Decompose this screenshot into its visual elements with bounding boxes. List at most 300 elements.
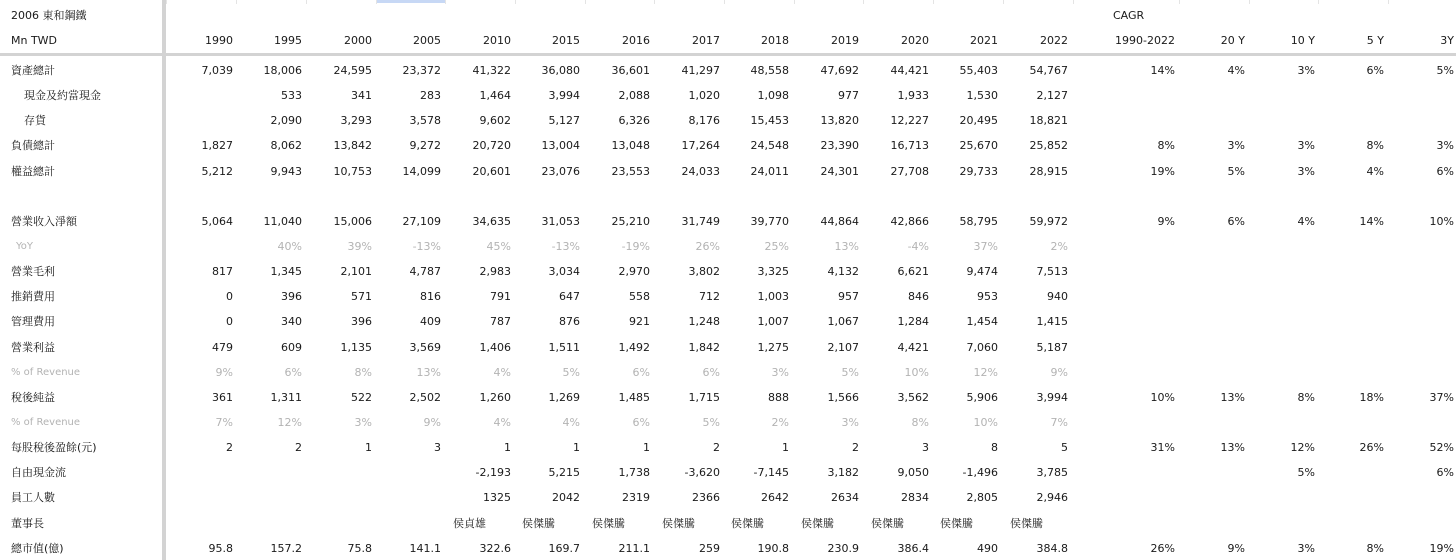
data-cell[interactable]: 940 — [1047, 290, 1068, 303]
data-cell[interactable]: 25,852 — [1029, 139, 1068, 152]
data-cell[interactable]: 15,006 — [333, 215, 372, 228]
frozen-column-divider[interactable] — [162, 0, 166, 560]
data-cell[interactable]: 1,260 — [479, 391, 511, 404]
data-cell[interactable]: 9,943 — [270, 165, 302, 178]
data-cell[interactable]: 47,692 — [820, 64, 859, 77]
cagr-header[interactable]: CAGR — [1113, 9, 1145, 22]
sheet-title[interactable]: 2006 東和鋼鐵 — [11, 9, 87, 22]
data-cell[interactable]: 1,311 — [270, 391, 302, 404]
data-cell[interactable]: 3,325 — [757, 265, 789, 278]
data-cell[interactable]: 259 — [699, 542, 720, 555]
data-cell[interactable]: 2,107 — [827, 341, 859, 354]
cagr-cell[interactable]: 31% — [1150, 441, 1175, 454]
data-cell[interactable]: -7,145 — [753, 466, 789, 479]
data-cell[interactable]: 23,390 — [820, 139, 859, 152]
data-cell[interactable]: -13% — [551, 240, 580, 253]
row-label[interactable]: 資產總計 — [11, 64, 55, 77]
data-cell[interactable]: 712 — [699, 290, 720, 303]
data-cell[interactable]: 1,454 — [966, 315, 998, 328]
data-cell[interactable]: 2% — [1050, 240, 1068, 253]
data-cell[interactable]: 340 — [281, 315, 302, 328]
data-cell[interactable]: 791 — [490, 290, 511, 303]
data-cell[interactable]: 1,842 — [688, 341, 720, 354]
cagr-cell[interactable]: 3% — [1297, 165, 1315, 178]
data-cell[interactable]: 31,053 — [541, 215, 580, 228]
cagr-cell[interactable]: 8% — [1157, 139, 1175, 152]
cagr-cell[interactable]: 6% — [1366, 64, 1384, 77]
cagr-cell[interactable]: 3% — [1297, 542, 1315, 555]
data-cell[interactable]: 24,033 — [681, 165, 720, 178]
data-cell[interactable]: 846 — [908, 290, 929, 303]
cagr-cell[interactable]: 13% — [1220, 441, 1245, 454]
data-cell[interactable]: 14,099 — [402, 165, 441, 178]
data-cell[interactable]: 1 — [365, 441, 372, 454]
data-cell[interactable]: 25,210 — [611, 215, 650, 228]
data-cell[interactable]: 3% — [771, 366, 789, 379]
data-cell[interactable]: 409 — [420, 315, 441, 328]
data-cell[interactable]: 1,007 — [757, 315, 789, 328]
row-label[interactable]: 權益總計 — [11, 165, 55, 178]
cagr-cell[interactable]: 8% — [1297, 391, 1315, 404]
cagr-cell[interactable]: 10% — [1429, 215, 1454, 228]
cagr-cell[interactable]: 12% — [1290, 441, 1315, 454]
data-cell[interactable]: 211.1 — [618, 542, 650, 555]
year-header[interactable]: 2019 — [831, 34, 859, 47]
row-label[interactable]: % of Revenue — [11, 417, 81, 428]
data-cell[interactable]: 141.1 — [409, 542, 441, 555]
data-cell[interactable]: 23,553 — [611, 165, 650, 178]
data-cell[interactable]: 2,502 — [409, 391, 441, 404]
data-cell[interactable]: 479 — [212, 341, 233, 354]
cagr-cell[interactable]: 4% — [1366, 165, 1384, 178]
data-cell[interactable]: 322.6 — [479, 542, 511, 555]
data-cell[interactable]: 9% — [215, 366, 233, 379]
data-cell[interactable]: 1,738 — [618, 466, 650, 479]
data-cell[interactable]: 1 — [782, 441, 789, 454]
data-cell[interactable]: 13,004 — [541, 139, 580, 152]
row-label[interactable]: YoY — [16, 241, 34, 252]
data-cell[interactable]: 44,864 — [820, 215, 859, 228]
row-label[interactable]: 營業收入淨額 — [11, 215, 77, 228]
data-cell[interactable]: 816 — [420, 290, 441, 303]
data-cell[interactable]: 9% — [1050, 366, 1068, 379]
data-cell[interactable]: 2319 — [622, 491, 650, 504]
data-cell[interactable]: 5,064 — [201, 215, 233, 228]
data-cell[interactable]: 1,248 — [688, 315, 720, 328]
data-cell[interactable]: 1,827 — [201, 139, 233, 152]
year-header[interactable]: 2021 — [970, 34, 998, 47]
data-cell[interactable]: 25,670 — [959, 139, 998, 152]
data-cell[interactable]: 11,040 — [263, 215, 302, 228]
cagr-cell[interactable]: 5% — [1297, 466, 1315, 479]
data-cell[interactable]: 侯傑騰 — [801, 517, 834, 530]
row-label[interactable]: 自由現金流 — [11, 466, 66, 479]
data-cell[interactable]: 23,076 — [541, 165, 580, 178]
data-cell[interactable]: 2042 — [552, 491, 580, 504]
data-cell[interactable]: 55,403 — [959, 64, 998, 77]
data-cell[interactable]: 3,182 — [827, 466, 859, 479]
data-cell[interactable]: 8,062 — [270, 139, 302, 152]
data-cell[interactable]: 4% — [493, 366, 511, 379]
data-cell[interactable]: 13,048 — [611, 139, 650, 152]
data-cell[interactable]: 384.8 — [1036, 542, 1068, 555]
data-cell[interactable]: 647 — [559, 290, 580, 303]
data-cell[interactable]: 10,753 — [333, 165, 372, 178]
cagr-cell[interactable]: 26% — [1359, 441, 1384, 454]
data-cell[interactable]: 5,906 — [966, 391, 998, 404]
data-cell[interactable]: 20,495 — [959, 114, 998, 127]
row-label[interactable]: 管理費用 — [11, 315, 55, 328]
data-cell[interactable]: 3,994 — [548, 89, 580, 102]
cagr-column-header[interactable]: 5 Y — [1366, 34, 1384, 47]
year-header[interactable]: 2018 — [761, 34, 789, 47]
data-cell[interactable]: -2,193 — [475, 466, 511, 479]
data-cell[interactable]: 888 — [768, 391, 789, 404]
data-cell[interactable]: 41,297 — [681, 64, 720, 77]
cagr-cell[interactable]: 19% — [1150, 165, 1175, 178]
data-cell[interactable]: 13% — [834, 240, 859, 253]
data-cell[interactable]: 1,492 — [618, 341, 650, 354]
cagr-cell[interactable]: 18% — [1359, 391, 1384, 404]
data-cell[interactable]: 23,372 — [402, 64, 441, 77]
data-cell[interactable]: 13% — [416, 366, 441, 379]
data-cell[interactable]: 20,601 — [472, 165, 511, 178]
cagr-column-header[interactable]: 20 Y — [1220, 34, 1245, 47]
data-cell[interactable]: 522 — [351, 391, 372, 404]
data-cell[interactable]: 1 — [643, 441, 650, 454]
cagr-cell[interactable]: 13% — [1220, 391, 1245, 404]
data-cell[interactable]: 侯傑騰 — [522, 517, 555, 530]
data-cell[interactable]: 6% — [632, 366, 650, 379]
data-cell[interactable]: 5,127 — [548, 114, 580, 127]
data-cell[interactable]: 侯貞雄 — [453, 517, 486, 530]
data-cell[interactable]: 6% — [632, 416, 650, 429]
row-label[interactable]: 現金及約當現金 — [24, 89, 101, 102]
data-cell[interactable]: 1 — [504, 441, 511, 454]
year-header[interactable]: 2022 — [1040, 34, 1068, 47]
cagr-cell[interactable]: 4% — [1227, 64, 1245, 77]
data-cell[interactable]: 1,485 — [618, 391, 650, 404]
cagr-cell[interactable]: 3% — [1297, 139, 1315, 152]
data-cell[interactable]: 2642 — [761, 491, 789, 504]
data-cell[interactable]: 3,293 — [340, 114, 372, 127]
data-cell[interactable]: 41,322 — [472, 64, 511, 77]
data-cell[interactable]: 7,039 — [201, 64, 233, 77]
data-cell[interactable]: 396 — [281, 290, 302, 303]
year-header[interactable]: 2005 — [413, 34, 441, 47]
data-cell[interactable]: 876 — [559, 315, 580, 328]
cagr-cell[interactable]: 10% — [1150, 391, 1175, 404]
data-cell[interactable]: 25% — [764, 240, 789, 253]
data-cell[interactable]: 36,080 — [541, 64, 580, 77]
data-cell[interactable]: 1,511 — [548, 341, 580, 354]
data-cell[interactable]: 6% — [284, 366, 302, 379]
data-cell[interactable]: 10% — [904, 366, 929, 379]
data-cell[interactable]: 24,548 — [750, 139, 789, 152]
cagr-cell[interactable]: 8% — [1366, 542, 1384, 555]
data-cell[interactable]: 1,275 — [757, 341, 789, 354]
data-cell[interactable]: 5,212 — [201, 165, 233, 178]
data-cell[interactable]: 12% — [973, 366, 998, 379]
year-header[interactable]: 2010 — [483, 34, 511, 47]
row-label[interactable]: 每股稅後盈餘(元) — [11, 441, 97, 454]
data-cell[interactable]: 2366 — [692, 491, 720, 504]
data-cell[interactable]: 2634 — [831, 491, 859, 504]
year-header[interactable]: 1995 — [274, 34, 302, 47]
data-cell[interactable]: 3% — [841, 416, 859, 429]
data-cell[interactable]: 1,933 — [897, 89, 929, 102]
data-cell[interactable]: 3,578 — [409, 114, 441, 127]
data-cell[interactable]: 4,421 — [897, 341, 929, 354]
data-cell[interactable]: 58,795 — [959, 215, 998, 228]
data-cell[interactable]: 157.2 — [270, 542, 302, 555]
data-cell[interactable]: 42,866 — [890, 215, 929, 228]
data-cell[interactable]: 26% — [695, 240, 720, 253]
cagr-cell[interactable]: 26% — [1150, 542, 1175, 555]
data-cell[interactable]: 2 — [226, 441, 233, 454]
data-cell[interactable]: 17,264 — [681, 139, 720, 152]
data-cell[interactable]: 13,820 — [820, 114, 859, 127]
data-cell[interactable]: 2,090 — [270, 114, 302, 127]
frozen-row-divider[interactable] — [0, 53, 1456, 56]
data-cell[interactable]: 1,715 — [688, 391, 720, 404]
data-cell[interactable]: 28,915 — [1029, 165, 1068, 178]
data-cell[interactable]: 2,946 — [1036, 491, 1068, 504]
data-cell[interactable]: 10% — [973, 416, 998, 429]
data-cell[interactable]: 558 — [629, 290, 650, 303]
data-cell[interactable]: 4% — [493, 416, 511, 429]
data-cell[interactable]: 1,135 — [340, 341, 372, 354]
data-cell[interactable]: 490 — [977, 542, 998, 555]
data-cell[interactable]: 1,269 — [548, 391, 580, 404]
data-cell[interactable]: 24,011 — [750, 165, 789, 178]
data-cell[interactable]: 24,301 — [820, 165, 859, 178]
data-cell[interactable]: 39,770 — [750, 215, 789, 228]
data-cell[interactable]: 921 — [629, 315, 650, 328]
cagr-cell[interactable]: 3% — [1227, 139, 1245, 152]
cagr-column-header[interactable]: 1990-2022 — [1115, 34, 1175, 47]
data-cell[interactable]: 3,785 — [1036, 466, 1068, 479]
data-cell[interactable]: 361 — [212, 391, 233, 404]
data-cell[interactable]: 1325 — [483, 491, 511, 504]
data-cell[interactable]: 283 — [420, 89, 441, 102]
row-label[interactable]: 員工人數 — [11, 491, 55, 504]
data-cell[interactable]: 1,415 — [1036, 315, 1068, 328]
cagr-cell[interactable]: 9% — [1227, 542, 1245, 555]
data-cell[interactable]: 3% — [354, 416, 372, 429]
data-cell[interactable]: 1,566 — [827, 391, 859, 404]
row-label[interactable]: 負債總計 — [11, 139, 55, 152]
data-cell[interactable]: 571 — [351, 290, 372, 303]
data-cell[interactable]: 5 — [1061, 441, 1068, 454]
data-cell[interactable]: 3 — [434, 441, 441, 454]
cagr-cell[interactable]: 5% — [1436, 64, 1454, 77]
cagr-cell[interactable]: 9% — [1157, 215, 1175, 228]
data-cell[interactable]: 1,284 — [897, 315, 929, 328]
data-cell[interactable]: 侯傑騰 — [731, 517, 764, 530]
data-cell[interactable]: 侯傑騰 — [940, 517, 973, 530]
data-cell[interactable]: 0 — [226, 315, 233, 328]
data-cell[interactable]: 1,530 — [966, 89, 998, 102]
data-cell[interactable]: 9% — [423, 416, 441, 429]
data-cell[interactable]: 1,098 — [757, 89, 789, 102]
cagr-cell[interactable]: 3% — [1297, 64, 1315, 77]
data-cell[interactable]: 230.9 — [827, 542, 859, 555]
data-cell[interactable]: 15,453 — [750, 114, 789, 127]
cagr-cell[interactable]: 14% — [1359, 215, 1384, 228]
cagr-cell[interactable]: 8% — [1366, 139, 1384, 152]
data-cell[interactable]: 5% — [562, 366, 580, 379]
data-cell[interactable]: 3 — [922, 441, 929, 454]
year-header[interactable]: 1990 — [205, 34, 233, 47]
row-label[interactable]: 營業毛利 — [11, 265, 55, 278]
data-cell[interactable]: 1,020 — [688, 89, 720, 102]
data-cell[interactable]: 29,733 — [959, 165, 998, 178]
data-cell[interactable]: 2,101 — [340, 265, 372, 278]
data-cell[interactable]: 2834 — [901, 491, 929, 504]
data-cell[interactable]: 4,132 — [827, 265, 859, 278]
data-cell[interactable]: 1,345 — [270, 265, 302, 278]
year-header[interactable]: 2020 — [901, 34, 929, 47]
data-cell[interactable]: 533 — [281, 89, 302, 102]
data-cell[interactable]: 侯傑騰 — [1010, 517, 1043, 530]
data-cell[interactable]: 6% — [702, 366, 720, 379]
data-cell[interactable]: 59,972 — [1029, 215, 1068, 228]
data-cell[interactable]: 341 — [351, 89, 372, 102]
cagr-cell[interactable]: 19% — [1429, 542, 1454, 555]
data-cell[interactable]: 27,708 — [890, 165, 929, 178]
data-cell[interactable]: 4% — [562, 416, 580, 429]
data-cell[interactable]: 5% — [702, 416, 720, 429]
data-cell[interactable]: 12% — [277, 416, 302, 429]
data-cell[interactable]: 2,805 — [966, 491, 998, 504]
data-cell[interactable]: 7,060 — [966, 341, 998, 354]
data-cell[interactable]: 75.8 — [347, 542, 372, 555]
data-cell[interactable]: -13% — [412, 240, 441, 253]
data-cell[interactable]: 1,406 — [479, 341, 511, 354]
data-cell[interactable]: -1,496 — [962, 466, 998, 479]
cagr-cell[interactable]: 3% — [1436, 139, 1454, 152]
data-cell[interactable]: 1,003 — [757, 290, 789, 303]
data-cell[interactable]: 1,464 — [479, 89, 511, 102]
row-label[interactable]: 推銷費用 — [11, 290, 55, 303]
data-cell[interactable]: 2 — [713, 441, 720, 454]
data-cell[interactable]: 18,821 — [1029, 114, 1068, 127]
data-cell[interactable]: 8% — [911, 416, 929, 429]
data-cell[interactable]: 9,272 — [409, 139, 441, 152]
data-cell[interactable]: 48,558 — [750, 64, 789, 77]
data-cell[interactable]: 5,215 — [548, 466, 580, 479]
data-cell[interactable]: 8 — [991, 441, 998, 454]
data-cell[interactable]: 3,034 — [548, 265, 580, 278]
data-cell[interactable]: 13,842 — [333, 139, 372, 152]
year-header[interactable]: 2015 — [552, 34, 580, 47]
data-cell[interactable]: 40% — [277, 240, 302, 253]
data-cell[interactable]: 2% — [771, 416, 789, 429]
cagr-column-header[interactable]: 3Y — [1440, 34, 1454, 47]
data-cell[interactable]: 95.8 — [208, 542, 233, 555]
year-header[interactable]: 2016 — [622, 34, 650, 47]
data-cell[interactable]: -4% — [907, 240, 929, 253]
data-cell[interactable]: 6,621 — [897, 265, 929, 278]
row-label[interactable]: 總市值(億) — [11, 542, 64, 555]
data-cell[interactable]: 20,720 — [472, 139, 511, 152]
row-label[interactable]: 存貨 — [24, 114, 46, 127]
data-cell[interactable]: 8% — [354, 366, 372, 379]
data-cell[interactable]: 1 — [573, 441, 580, 454]
data-cell[interactable]: 9,474 — [966, 265, 998, 278]
data-cell[interactable]: 侯傑騰 — [662, 517, 695, 530]
data-cell[interactable]: 34,635 — [472, 215, 511, 228]
data-cell[interactable]: 7,513 — [1036, 265, 1068, 278]
cagr-cell[interactable]: 4% — [1297, 215, 1315, 228]
data-cell[interactable]: 8,176 — [688, 114, 720, 127]
row-label[interactable]: 董事長 — [11, 517, 44, 530]
cagr-column-header[interactable]: 10 Y — [1290, 34, 1315, 47]
data-cell[interactable]: 5,187 — [1036, 341, 1068, 354]
data-cell[interactable]: 953 — [977, 290, 998, 303]
data-cell[interactable]: 2,088 — [618, 89, 650, 102]
data-cell[interactable]: 侯傑騰 — [592, 517, 625, 530]
data-cell[interactable]: 957 — [838, 290, 859, 303]
data-cell[interactable]: 2,983 — [479, 265, 511, 278]
data-cell[interactable]: 2,970 — [618, 265, 650, 278]
cagr-cell[interactable]: 6% — [1227, 215, 1245, 228]
data-cell[interactable]: 787 — [490, 315, 511, 328]
row-label[interactable]: 稅後純益 — [11, 391, 55, 404]
unit-header[interactable]: Mn TWD — [11, 34, 58, 47]
cagr-cell[interactable]: 52% — [1429, 441, 1454, 454]
data-cell[interactable]: 609 — [281, 341, 302, 354]
data-cell[interactable]: 39% — [347, 240, 372, 253]
data-cell[interactable]: 3,569 — [409, 341, 441, 354]
data-cell[interactable]: 24,595 — [333, 64, 372, 77]
row-label[interactable]: 營業利益 — [11, 341, 55, 354]
data-cell[interactable]: 44,421 — [890, 64, 929, 77]
data-cell[interactable]: 45% — [486, 240, 511, 253]
data-cell[interactable]: 3,994 — [1036, 391, 1068, 404]
data-cell[interactable]: 9,050 — [897, 466, 929, 479]
row-label[interactable]: % of Revenue — [11, 367, 81, 378]
data-cell[interactable]: 7% — [215, 416, 233, 429]
data-cell[interactable]: 7% — [1050, 416, 1068, 429]
data-cell[interactable]: 27,109 — [402, 215, 441, 228]
year-header[interactable]: 2000 — [344, 34, 372, 47]
year-header[interactable]: 2017 — [692, 34, 720, 47]
data-cell[interactable]: 396 — [351, 315, 372, 328]
data-cell[interactable]: 12,227 — [890, 114, 929, 127]
data-cell[interactable]: 169.7 — [548, 542, 580, 555]
data-cell[interactable]: 54,767 — [1029, 64, 1068, 77]
data-cell[interactable]: 37% — [973, 240, 998, 253]
data-cell[interactable]: 2 — [295, 441, 302, 454]
data-cell[interactable]: 190.8 — [757, 542, 789, 555]
data-cell[interactable]: 6,326 — [618, 114, 650, 127]
cagr-cell[interactable]: 37% — [1429, 391, 1454, 404]
data-cell[interactable]: 977 — [838, 89, 859, 102]
data-cell[interactable]: 16,713 — [890, 139, 929, 152]
data-cell[interactable]: 3,562 — [897, 391, 929, 404]
data-cell[interactable]: 5% — [841, 366, 859, 379]
data-cell[interactable]: 2,127 — [1036, 89, 1068, 102]
data-cell[interactable]: 4,787 — [409, 265, 441, 278]
data-cell[interactable]: 侯傑騰 — [871, 517, 904, 530]
cagr-cell[interactable]: 5% — [1227, 165, 1245, 178]
data-cell[interactable]: 1,067 — [827, 315, 859, 328]
data-cell[interactable]: 3,802 — [688, 265, 720, 278]
data-cell[interactable]: 9,602 — [479, 114, 511, 127]
cagr-cell[interactable]: 14% — [1150, 64, 1175, 77]
